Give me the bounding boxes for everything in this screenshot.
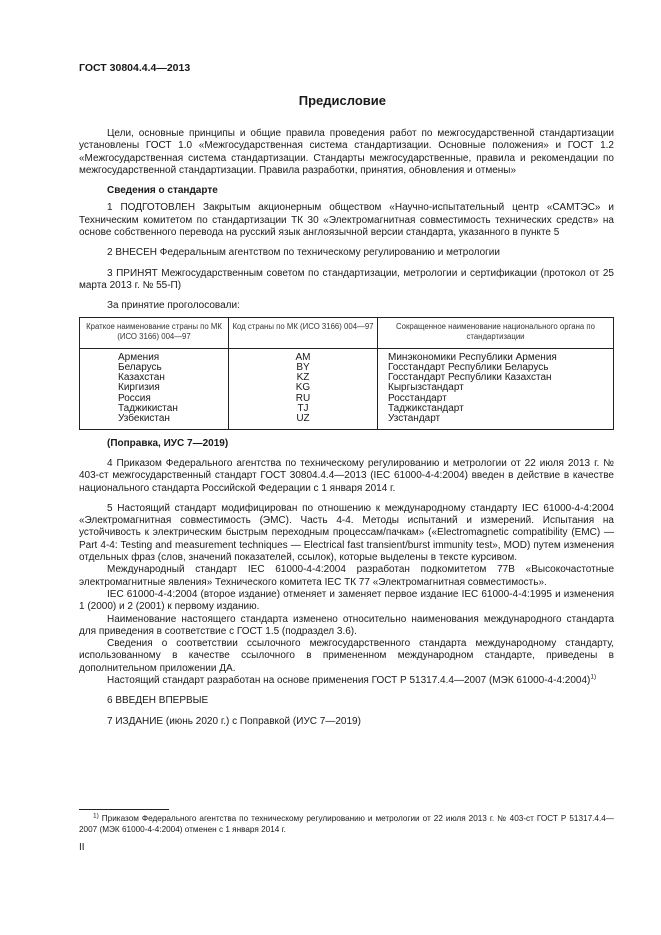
- item-5-references: Сведения о соответствии ссылочного межгосударственного стандарта международному стандарту, использованному в качестве ссылочного в примененном международном стандарте, приведены в дополнительном приложении ДА.: [79, 638, 614, 674]
- item-5-title-change: Наименование настоящего стандарта изменено относительно наименования международного стандарта для приведения в соответствие с ГОСТ 1.5 (подраздел 3.6).: [79, 613, 614, 637]
- item-5-developer: Международный стандарт IEC 61000-4-4:2004 разработан подкомитетом 77В «Высокочастотные электромагнитные явления» Технического комитета IEC ТК 77 «Электромагнитная совместимость».: [79, 564, 614, 588]
- country-code: TJ: [229, 404, 378, 414]
- voting-table: [79, 317, 614, 430]
- country-code: UZ: [229, 414, 378, 429]
- standards-body: Росстандарт: [378, 394, 614, 404]
- item-4: 4 Приказом Федерального агентства по техническому регулированию и метрологии от 22 июля 2013 г. № 403-ст межгосударственный стандарт ГОСТ 30804.4.4—2013 (IEC 61000-4-4:2004) введен в действие в качестве национального стандарта Российской Федерации с 1 января 2014 г.: [79, 457, 614, 494]
- country-code: RU: [229, 394, 378, 404]
- country-code: KZ: [229, 373, 378, 383]
- page-title: Предисловие: [298, 93, 386, 108]
- standards-body: Госстандарт Республики Казахстан: [378, 373, 614, 383]
- intro-paragraph: Цели, основные принципы и общие правила проведения работ по межгосударственной стандартизации установлены ГОСТ 1.0 «Межгосударственная система стандартизации. Основные положения» и ГОСТ 1.2 «Межгосударственная система стандартизации. Стандарты межгосударственные, правила и рекомендации по межгосударственной стандартизации. Правила разработки, принятия, обновления и отмены»: [79, 128, 614, 176]
- preface-content: [79, 128, 614, 728]
- item-6: 6 ВВЕДЕН ВПЕРВЫЕ: [107, 695, 209, 707]
- item-3: 3 ПРИНЯТ Межгосударственным советом по стандартизации, метрологии и сертификации (протокол от 25 марта 2013 г. № 55-П): [79, 267, 614, 291]
- section-subheading: Сведения о стандарте: [107, 185, 218, 197]
- table-header-code: Код страны по МК (ИСО 3166) 004—97: [229, 317, 378, 348]
- standards-body: Узстандарт: [378, 414, 614, 429]
- country-name: Беларусь: [80, 363, 229, 373]
- item-1: 1 ПОДГОТОВЛЕН Закрытым акционерным обществом «Научно-испытательный центр «САМТЭС» и Техническим комитетом по стандартизации ТК 30 «Электромагнитная совместимость технических средств» на основе собственного перевода на русский язык англоязычной версии стандарта, указанного в пункте 5: [79, 202, 614, 239]
- country-name: Таджикистан: [80, 404, 229, 414]
- table-header-row: [80, 317, 614, 348]
- table-row: [80, 414, 614, 429]
- footnote: [79, 814, 614, 835]
- standards-body: Госстандарт Республики Беларусь: [378, 363, 614, 373]
- footnote-mark: 1): [93, 812, 99, 820]
- country-name: Киргизия: [80, 383, 229, 393]
- footnote-divider: [79, 809, 169, 810]
- table-header-body: Сокращенное наименование национального органа по стандартизации: [378, 317, 614, 348]
- country-code: AM: [229, 348, 378, 363]
- country-code: BY: [229, 363, 378, 373]
- item-5: 5 Настоящий стандарт модифицирован по отношению к международному стандарту IEC 61000-4-4:2004 «Электромагнитная совместимость (ЭМС). Часть 4-4. Методы испытаний и измерений. Испытания на устойчивость к электрическим быстрым переходным процессам/пачкам» («Electromagnetic compatibility (EMC) — Part 4-4: Testing and measurement techniques — Electrical fast transient/burst immunity test», MOD) путем изменения отдельных фраз (слов, значений показателей, ссылок), которые выделены в тексте курсивом.: [79, 502, 614, 564]
- table-row: [80, 383, 614, 393]
- country-name: Россия: [80, 394, 229, 404]
- country-name: Узбекистан: [80, 414, 229, 429]
- footnote-text: Приказом Федерального агентства по техническому регулированию и метрологии от 22 июля 2013 г. № 403-ст ГОСТ Р 51317.4.4—2007 (МЭК 61000-4-4:2004) отменен с 1 января 2014 г.: [79, 814, 614, 834]
- table-header-country: Краткое наименование страны по МК (ИСО 3166) 004—97: [80, 317, 229, 348]
- table-row: [80, 348, 614, 363]
- item-5-basis: [79, 675, 614, 687]
- item-2: 2 ВНЕСЕН Федеральным агентством по техническому регулированию и метрологии: [107, 247, 500, 259]
- item-5-edition: IEC 61000-4-4:2004 (второе издание) отменяет и заменяет первое издание IEC 61000-4-4:1995 и изменения 1 (2000) и 2 (2001) к первому изданию.: [79, 588, 614, 613]
- item-7: 7 ИЗДАНИЕ (июнь 2020 г.) с Поправкой (ИУС 7—2019): [107, 715, 361, 727]
- page-number: II: [79, 842, 85, 853]
- standards-body: Таджикстандарт: [378, 404, 614, 414]
- standard-header: ГОСТ 30804.4.4—2013: [79, 62, 191, 74]
- amendment-note: (Поправка, ИУС 7—2019): [107, 437, 229, 449]
- item-5-basis-text: Настоящий стандарт разработан на основе применения ГОСТ Р 51317.4.4—2007 (МЭК 61000-4-4:2004): [107, 674, 591, 686]
- country-name: Казахстан: [80, 373, 229, 383]
- country-code: KG: [229, 383, 378, 393]
- standards-body: Кыргызстандарт: [378, 383, 614, 393]
- country-name: Армения: [80, 348, 229, 363]
- footnote-ref: 1): [590, 673, 597, 681]
- standards-body: Минэкономики Республики Армения: [378, 348, 614, 363]
- voted-label: За принятие проголосовали:: [107, 300, 240, 312]
